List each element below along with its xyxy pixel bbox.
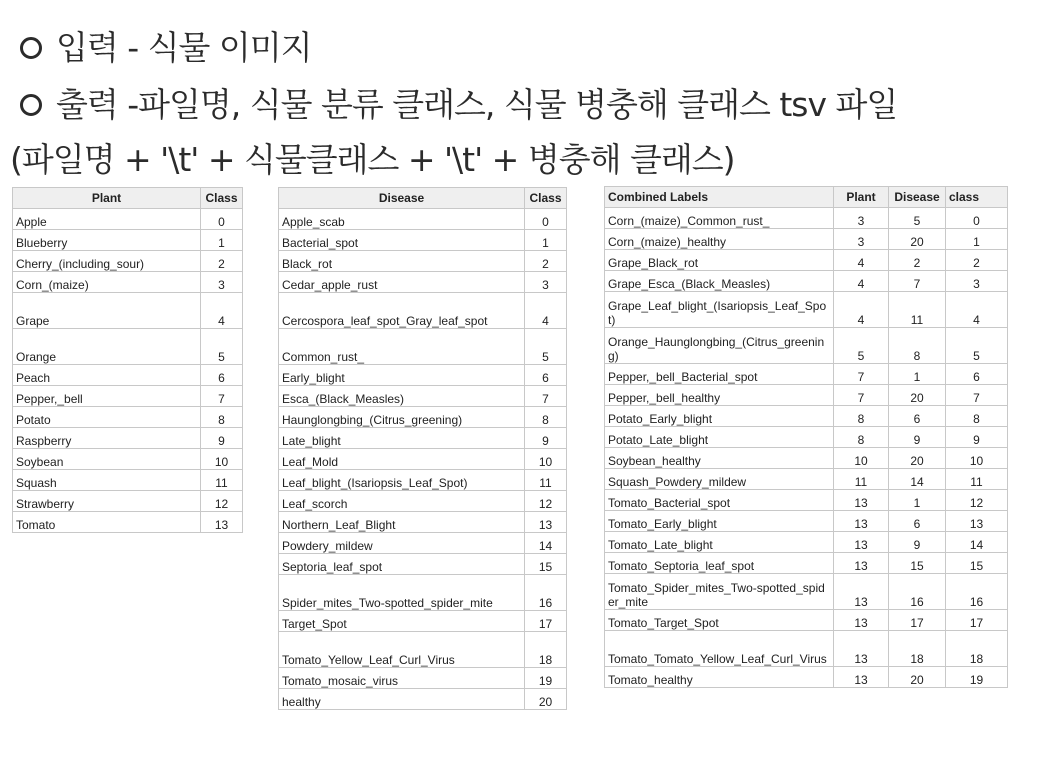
label-cell: Northern_Leaf_Blight	[279, 512, 525, 533]
table-row	[279, 209, 567, 230]
value-cell: 9	[201, 428, 243, 449]
label-cell: Leaf_scorch	[279, 491, 525, 512]
value-cell: 14	[889, 469, 946, 490]
value-cell: 15	[889, 553, 946, 574]
label-cell: Tomato_mosaic_virus	[279, 668, 525, 689]
value-cell: 12	[525, 491, 567, 512]
value-cell: 16	[946, 574, 1008, 610]
label-cell: Tomato	[13, 512, 201, 533]
label-cell: Tomato_Late_blight	[605, 532, 834, 553]
column-header: Class	[201, 188, 243, 209]
label-cell: Leaf_blight_(Isariopsis_Leaf_Spot)	[279, 470, 525, 491]
value-cell: 1	[946, 229, 1008, 250]
label-cell: Tomato_Tomato_Yellow_Leaf_Curl_Virus	[605, 631, 834, 667]
label-cell: Soybean_healthy	[605, 448, 834, 469]
table-row	[279, 512, 567, 533]
value-cell: 5	[525, 329, 567, 365]
value-cell: 11	[946, 469, 1008, 490]
table-row	[13, 251, 243, 272]
table-row	[13, 512, 243, 533]
value-cell: 14	[525, 533, 567, 554]
value-cell: 8	[525, 407, 567, 428]
label-cell: Tomato_Target_Spot	[605, 610, 834, 631]
value-cell: 8	[834, 406, 889, 427]
value-cell: 2	[889, 250, 946, 271]
bullet-circle-icon	[20, 94, 42, 116]
value-cell: 2	[946, 250, 1008, 271]
value-cell: 12	[201, 491, 243, 512]
table-row	[605, 364, 1008, 385]
plant-class-table	[12, 187, 243, 533]
value-cell: 8	[889, 328, 946, 364]
label-cell: Tomato_Bacterial_spot	[605, 490, 834, 511]
label-cell: Tomato_Septoria_leaf_spot	[605, 553, 834, 574]
value-cell: 13	[946, 511, 1008, 532]
value-cell: 15	[525, 554, 567, 575]
value-cell: 6	[201, 365, 243, 386]
value-cell: 3	[834, 208, 889, 229]
value-cell: 5	[946, 328, 1008, 364]
label-cell: Leaf_Mold	[279, 449, 525, 470]
table-row	[13, 365, 243, 386]
table-row	[279, 386, 567, 407]
label-cell: Potato_Late_blight	[605, 427, 834, 448]
value-cell: 7	[201, 386, 243, 407]
value-cell: 7	[946, 385, 1008, 406]
table-row	[605, 448, 1008, 469]
value-cell: 11	[201, 470, 243, 491]
value-cell: 8	[201, 407, 243, 428]
column-header: Class	[525, 188, 567, 209]
table-row	[605, 631, 1008, 667]
value-cell: 9	[525, 428, 567, 449]
value-cell: 20	[889, 448, 946, 469]
table-row	[279, 491, 567, 512]
value-cell: 18	[525, 632, 567, 668]
column-header: Combined Labels	[605, 187, 834, 208]
label-cell: Potato	[13, 407, 201, 428]
label-cell: Corn_(maize)	[13, 272, 201, 293]
value-cell: 1	[201, 230, 243, 251]
table-row	[279, 554, 567, 575]
disease-class-table	[278, 187, 567, 710]
table-row	[279, 632, 567, 668]
label-cell: Squash_Powdery_mildew	[605, 469, 834, 490]
value-cell: 13	[834, 667, 889, 688]
table-row	[279, 251, 567, 272]
table-row	[279, 449, 567, 470]
value-cell: 6	[525, 365, 567, 386]
value-cell: 13	[834, 610, 889, 631]
value-cell: 4	[834, 271, 889, 292]
value-cell: 18	[946, 631, 1008, 667]
table-row	[605, 553, 1008, 574]
column-header: Disease	[279, 188, 525, 209]
table-row	[279, 611, 567, 632]
value-cell: 13	[834, 574, 889, 610]
table-row	[279, 533, 567, 554]
value-cell: 6	[946, 364, 1008, 385]
combined-labels-table	[604, 186, 1008, 688]
column-header: Disease	[889, 187, 946, 208]
value-cell: 7	[834, 364, 889, 385]
label-cell: Spider_mites_Two-spotted_spider_mite	[279, 575, 525, 611]
value-cell: 19	[946, 667, 1008, 688]
table-row	[13, 428, 243, 449]
label-cell: Early_blight	[279, 365, 525, 386]
label-cell: Corn_(maize)_Common_rust_	[605, 208, 834, 229]
value-cell: 11	[889, 292, 946, 328]
value-cell: 7	[834, 385, 889, 406]
label-cell: Grape	[13, 293, 201, 329]
table-row	[605, 532, 1008, 553]
input-line	[14, 28, 312, 68]
table-row	[279, 272, 567, 293]
value-cell: 11	[834, 469, 889, 490]
label-cell: Black_rot	[279, 251, 525, 272]
value-cell: 13	[834, 532, 889, 553]
label-cell: Peach	[13, 365, 201, 386]
label-cell: Target_Spot	[279, 611, 525, 632]
value-cell: 4	[946, 292, 1008, 328]
value-cell: 20	[889, 385, 946, 406]
label-cell: Pepper,_bell_healthy	[605, 385, 834, 406]
table-row	[13, 449, 243, 470]
value-cell: 19	[525, 668, 567, 689]
label-cell: Haunglongbing_(Citrus_greening)	[279, 407, 525, 428]
label-cell: Tomato_healthy	[605, 667, 834, 688]
table-row	[279, 230, 567, 251]
value-cell: 20	[889, 667, 946, 688]
table-row	[13, 329, 243, 365]
table-row	[605, 292, 1008, 328]
value-cell: 5	[889, 208, 946, 229]
value-cell: 13	[834, 553, 889, 574]
value-cell: 15	[946, 553, 1008, 574]
value-cell: 9	[889, 532, 946, 553]
label-cell: Tomato_Yellow_Leaf_Curl_Virus	[279, 632, 525, 668]
table-row	[13, 386, 243, 407]
bullet-circle-icon	[20, 37, 42, 59]
label-cell: Tomato_Spider_mites_Two-spotted_spider_mite	[605, 574, 834, 610]
table-row	[13, 407, 243, 428]
label-cell: Pepper,_bell	[13, 386, 201, 407]
table-row	[605, 610, 1008, 631]
value-cell: 8	[946, 406, 1008, 427]
table-row	[605, 427, 1008, 448]
table-row	[13, 209, 243, 230]
value-cell: 20	[889, 229, 946, 250]
label-cell: Grape_Black_rot	[605, 250, 834, 271]
table-row	[279, 365, 567, 386]
label-cell: Grape_Leaf_blight_(Isariopsis_Leaf_Spot)	[605, 292, 834, 328]
value-cell: 6	[889, 406, 946, 427]
value-cell: 13	[201, 512, 243, 533]
value-cell: 4	[525, 293, 567, 329]
label-cell: Cedar_apple_rust	[279, 272, 525, 293]
label-cell: Orange_Haunglongbing_(Citrus_greening)	[605, 328, 834, 364]
table-row	[13, 470, 243, 491]
table-row	[13, 293, 243, 329]
table-row	[279, 329, 567, 365]
label-cell: Blueberry	[13, 230, 201, 251]
label-cell: Common_rust_	[279, 329, 525, 365]
table-row	[605, 208, 1008, 229]
table-row	[13, 230, 243, 251]
table-row	[605, 469, 1008, 490]
value-cell: 16	[525, 575, 567, 611]
label-cell: Orange	[13, 329, 201, 365]
label-cell: Apple_scab	[279, 209, 525, 230]
label-cell: Late_blight	[279, 428, 525, 449]
value-cell: 8	[834, 427, 889, 448]
label-cell: Corn_(maize)_healthy	[605, 229, 834, 250]
value-cell: 2	[201, 251, 243, 272]
table-row	[279, 689, 567, 710]
table-row	[605, 406, 1008, 427]
value-cell: 20	[525, 689, 567, 710]
label-cell: Esca_(Black_Measles)	[279, 386, 525, 407]
table-row	[279, 293, 567, 329]
table-row	[605, 667, 1008, 688]
value-cell: 5	[834, 328, 889, 364]
value-cell: 13	[834, 511, 889, 532]
table-row	[279, 407, 567, 428]
value-cell: 12	[946, 490, 1008, 511]
table-row	[605, 511, 1008, 532]
value-cell: 6	[889, 511, 946, 532]
label-cell: Raspberry	[13, 428, 201, 449]
table-row	[279, 575, 567, 611]
label-cell: Squash	[13, 470, 201, 491]
input-description: 입력 - 식물 이미지	[56, 28, 312, 67]
table-row	[605, 271, 1008, 292]
table-row	[605, 229, 1008, 250]
value-cell: 17	[525, 611, 567, 632]
value-cell: 18	[889, 631, 946, 667]
table-row	[279, 428, 567, 449]
label-cell: Cercospora_leaf_spot_Gray_leaf_spot	[279, 293, 525, 329]
value-cell: 1	[889, 490, 946, 511]
label-cell: Cherry_(including_sour)	[13, 251, 201, 272]
value-cell: 13	[834, 490, 889, 511]
label-cell: Potato_Early_blight	[605, 406, 834, 427]
value-cell: 10	[834, 448, 889, 469]
output-description: 출력 -파일명, 식물 분류 클래스, 식물 병충해 클래스 tsv 파일	[56, 85, 898, 124]
label-cell: Pepper,_bell_Bacterial_spot	[605, 364, 834, 385]
value-cell: 0	[525, 209, 567, 230]
value-cell: 14	[946, 532, 1008, 553]
table-row	[605, 574, 1008, 610]
label-cell: Strawberry	[13, 491, 201, 512]
value-cell: 10	[201, 449, 243, 470]
table-row	[605, 250, 1008, 271]
value-cell: 13	[834, 631, 889, 667]
table-row	[605, 328, 1008, 364]
value-cell: 0	[201, 209, 243, 230]
label-cell: Apple	[13, 209, 201, 230]
value-cell: 9	[946, 427, 1008, 448]
label-cell: Grape_Esca_(Black_Measles)	[605, 271, 834, 292]
label-cell: Bacterial_spot	[279, 230, 525, 251]
value-cell: 10	[525, 449, 567, 470]
output-format: (파일명 + '\t' + 식물클래스 + '\t' + 병충해 클래스)	[10, 140, 735, 179]
output-line	[14, 85, 897, 125]
value-cell: 1	[525, 230, 567, 251]
table-row	[605, 385, 1008, 406]
value-cell: 3	[946, 271, 1008, 292]
value-cell: 1	[889, 364, 946, 385]
table-row	[605, 490, 1008, 511]
value-cell: 9	[889, 427, 946, 448]
column-header: Plant	[834, 187, 889, 208]
value-cell: 7	[889, 271, 946, 292]
value-cell: 2	[525, 251, 567, 272]
value-cell: 4	[201, 293, 243, 329]
label-cell: Powdery_mildew	[279, 533, 525, 554]
value-cell: 3	[525, 272, 567, 293]
table-row	[279, 470, 567, 491]
value-cell: 3	[834, 229, 889, 250]
value-cell: 0	[946, 208, 1008, 229]
value-cell: 13	[525, 512, 567, 533]
column-header: class	[946, 187, 1008, 208]
value-cell: 11	[525, 470, 567, 491]
value-cell: 10	[946, 448, 1008, 469]
value-cell: 16	[889, 574, 946, 610]
value-cell: 5	[201, 329, 243, 365]
label-cell: Septoria_leaf_spot	[279, 554, 525, 575]
table-row	[13, 491, 243, 512]
column-header: Plant	[13, 188, 201, 209]
label-cell: Tomato_Early_blight	[605, 511, 834, 532]
label-cell: healthy	[279, 689, 525, 710]
table-row	[13, 272, 243, 293]
value-cell: 17	[889, 610, 946, 631]
value-cell: 7	[525, 386, 567, 407]
value-cell: 17	[946, 610, 1008, 631]
table-row	[279, 668, 567, 689]
label-cell: Soybean	[13, 449, 201, 470]
value-cell: 3	[201, 272, 243, 293]
value-cell: 4	[834, 250, 889, 271]
value-cell: 4	[834, 292, 889, 328]
